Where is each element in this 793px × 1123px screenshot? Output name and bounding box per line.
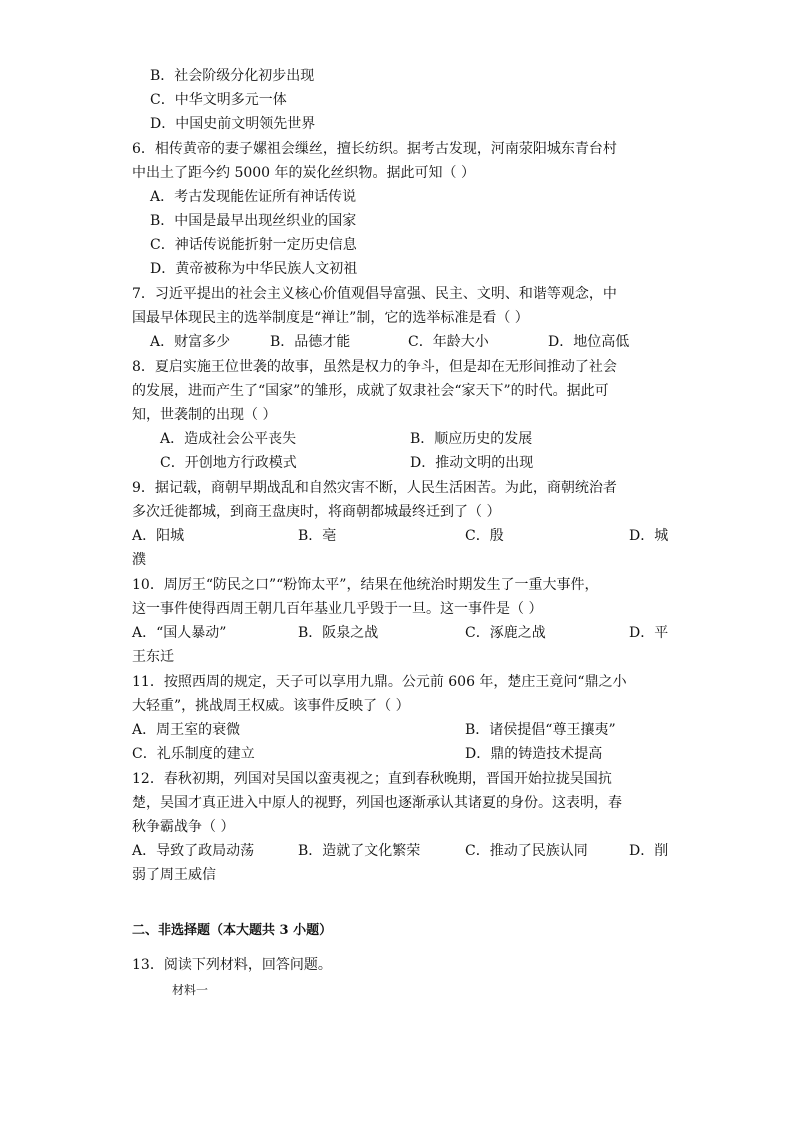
q7-options-row (0, 332, 793, 352)
q11-options-row-2 (0, 744, 793, 764)
q6-stem-line-1: 6．相传黄帝的妻子嫘祖会缫丝，擅长纺织。据考古发现，河南荥阳城东青台村 (132, 141, 617, 157)
q8-option-d: D．推动文明的出现 (410, 455, 534, 471)
q12-stem-line-1: 12．春秋初期，列国对吴国以蛮夷视之；直到春秋晚期，晋国开始拉拢吴国抗 (132, 771, 612, 787)
q6-stem-line-2: 中出土了距今约 5000 年的炭化丝织物。据此可知（ ） (132, 165, 475, 181)
section-2-heading: 二、非选择题（本大题共 3 小题） (132, 923, 333, 938)
q10-option-c: C．涿鹿之战 (465, 625, 546, 641)
q7-option-c: C．年龄大小 (408, 334, 489, 350)
q10-stem-line-1: 10．周厉王“防民之口”“粉饰太平”，结果在他统治时期发生了一重大事件， (132, 577, 599, 593)
q5-option-c: C．中华文明多元一体 (150, 92, 287, 108)
q5-option-d: D．中国史前文明领先世界 (150, 116, 316, 132)
q11-stem-line-2: 大轻重”，挑战周王权威。该事件反映了（ ） (132, 698, 410, 714)
q11-option-b: B．诸侯提倡“尊王攘夷” (465, 722, 616, 738)
q11-option-d: D．鼎的铸造技术提高 (465, 746, 603, 762)
q6-option-a: A．考古发现能佐证所有神话传说 (150, 189, 357, 205)
q12-option-a: A．导致了政局动荡 (132, 843, 255, 859)
q6-option-c: C．神话传说能折射一定历史信息 (150, 237, 357, 253)
q12-option-d: D．削 (629, 843, 669, 859)
q7-stem-line-2: 国最早体现民主的选举制度是“禅让”制，它的选举标准是看（ ） (132, 310, 529, 326)
q9-option-d: D．城 (629, 528, 669, 544)
q10-option-d-wrap: 王东迁 (132, 649, 174, 665)
q8-option-c: C．开创地方行政模式 (160, 455, 297, 471)
q9-stem-line-2: 多次迁徙都城，到商王盘庚时，将商朝都城最终迁到了（ ） (132, 504, 501, 520)
q9-stem-line-1: 9．据记载，商朝早期战乱和自然灾害不断，人民生活困苦。为此，商朝统治者 (132, 480, 617, 496)
q11-option-c: C．礼乐制度的建立 (132, 746, 255, 762)
q9-option-c: C．殷 (465, 528, 504, 544)
q8-option-b: B．顺应历史的发展 (410, 431, 533, 447)
q12-stem-line-3: 秋争霸战争（ ） (132, 819, 235, 835)
q9-option-b: B．亳 (298, 528, 337, 544)
q8-stem-line-3: 知，世袭制的出现（ ） (132, 407, 277, 423)
q13-material-1-label: 材料一 (172, 983, 209, 997)
q8-options-row-1 (0, 429, 793, 449)
q6-option-d: D．黄帝被称为中华民族人文初祖 (150, 261, 358, 277)
q8-option-a: A．造成社会公平丧失 (160, 431, 297, 447)
q10-options-row (0, 623, 793, 643)
q10-option-d: D．平 (629, 625, 669, 641)
q12-options-row (0, 841, 793, 861)
q11-option-a: A．周王室的衰微 (132, 722, 241, 738)
q12-option-b: B．造就了文化繁荣 (298, 843, 421, 859)
q10-stem-line-2: 这一事件使得西周王朝几百年基业几乎毁于一旦。这一事件是（ ） (132, 601, 543, 617)
q12-option-d-wrap: 弱了周王威信 (132, 867, 216, 883)
q7-option-b: B．品德才能 (270, 334, 351, 350)
q9-option-d-wrap: 濮 (132, 552, 146, 568)
q8-stem-line-2: 的发展，进而产生了“国家”的雏形，成就了奴隶社会“家天下”的时代。据此可 (132, 383, 609, 399)
q9-option-a: A．阳城 (132, 528, 185, 544)
q7-stem-line-1: 7．习近平提出的社会主义核心价值观倡导富强、民主、文明、和谐等观念，中 (132, 286, 617, 302)
q9-options-row (0, 526, 793, 546)
q8-stem-line-1: 8．夏启实施王位世袭的故事，虽然是权力的争斗，但是却在无形间推动了社会 (132, 359, 617, 375)
q11-options-row-1 (0, 720, 793, 740)
q13-stem: 13．阅读下列材料，回答问题。 (132, 957, 332, 973)
q12-option-c: C．推动了民族认同 (465, 843, 588, 859)
q8-options-row-2 (0, 453, 793, 473)
q5-option-b: B．社会阶级分化初步出现 (150, 68, 315, 84)
q12-stem-line-2: 楚，吴国才真正进入中原人的视野，列国也逐渐承认其诸夏的身份。这表明，春 (132, 795, 622, 811)
q7-option-a: A．财富多少 (150, 334, 231, 350)
q7-option-d: D．地位高低 (548, 334, 630, 350)
q10-option-b: B．阪泉之战 (298, 625, 379, 641)
q10-option-a: A．“国人暴动” (132, 625, 227, 641)
q6-option-b: B．中国是最早出现丝织业的国家 (150, 213, 357, 229)
q11-stem-line-1: 11．按照西周的规定，天子可以享用九鼎。公元前 606 年，楚庄王竟问“鼎之小 (132, 674, 627, 690)
